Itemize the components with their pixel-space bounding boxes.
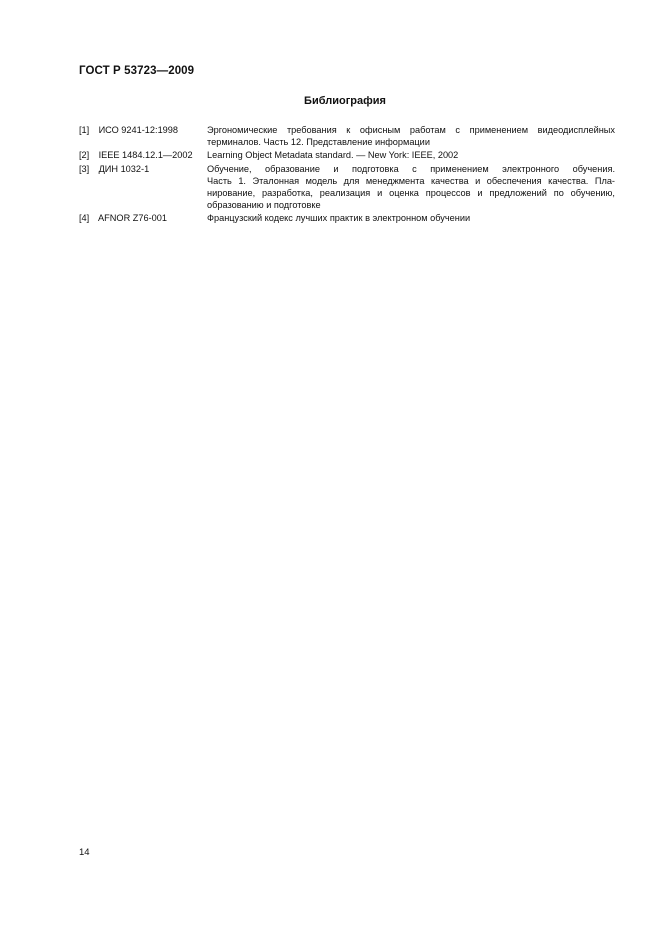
entry-description xyxy=(207,163,615,212)
entry-line: нирование, разработка, реализация и оценка процессов и предложений по обучению, xyxy=(207,188,615,199)
bibliography-reference xyxy=(79,149,207,161)
entry-description xyxy=(207,212,615,224)
entry-number: [3] xyxy=(79,163,90,174)
entry-line: терминалов. Часть 12. Представление информации xyxy=(207,137,430,148)
entry-code: ИСО 9241-12:1998 xyxy=(98,125,179,135)
bibliography-entry xyxy=(79,124,615,148)
bibliography-entry xyxy=(79,212,615,224)
bibliography-entry xyxy=(79,163,615,212)
entry-line: образованию и подготовке xyxy=(207,200,321,211)
bibliography-entry xyxy=(79,149,615,161)
entry-number: [2] xyxy=(79,150,90,161)
bibliography-list xyxy=(79,124,615,226)
section-title: Библиография xyxy=(304,95,386,107)
entry-line: Обучение, образование и подготовка с применением электронного обучения. xyxy=(207,163,615,174)
bibliography-reference xyxy=(79,163,207,212)
bibliography-reference xyxy=(79,124,207,148)
entry-line: Learning Object Metadata standard. — New York: IEEE, 2002 xyxy=(207,150,459,161)
entry-line: Французский кодекс лучших практик в электронном обучении xyxy=(207,213,471,224)
entry-code: IEEE 1484.12.1—2002 xyxy=(98,150,193,161)
entry-code: AFNOR Z76-001 xyxy=(98,213,167,224)
entry-number: [4] xyxy=(79,213,90,224)
entry-description xyxy=(207,149,615,161)
entry-code: ДИН 1032-1 xyxy=(98,163,150,174)
document-header-standard-id: ГОСТ Р 53723—2009 xyxy=(79,65,195,77)
entry-line: Часть 1. Эталонная модель для менеджмента качества и обеспечения качества. Пла- xyxy=(207,175,615,186)
bibliography-reference xyxy=(79,212,207,224)
entry-description xyxy=(207,124,615,148)
entry-number: [1] xyxy=(79,125,90,135)
entry-line: Эргономические требования к офисным работам с применением видеодисплейных xyxy=(207,125,615,135)
page-number: 14 xyxy=(79,847,90,858)
